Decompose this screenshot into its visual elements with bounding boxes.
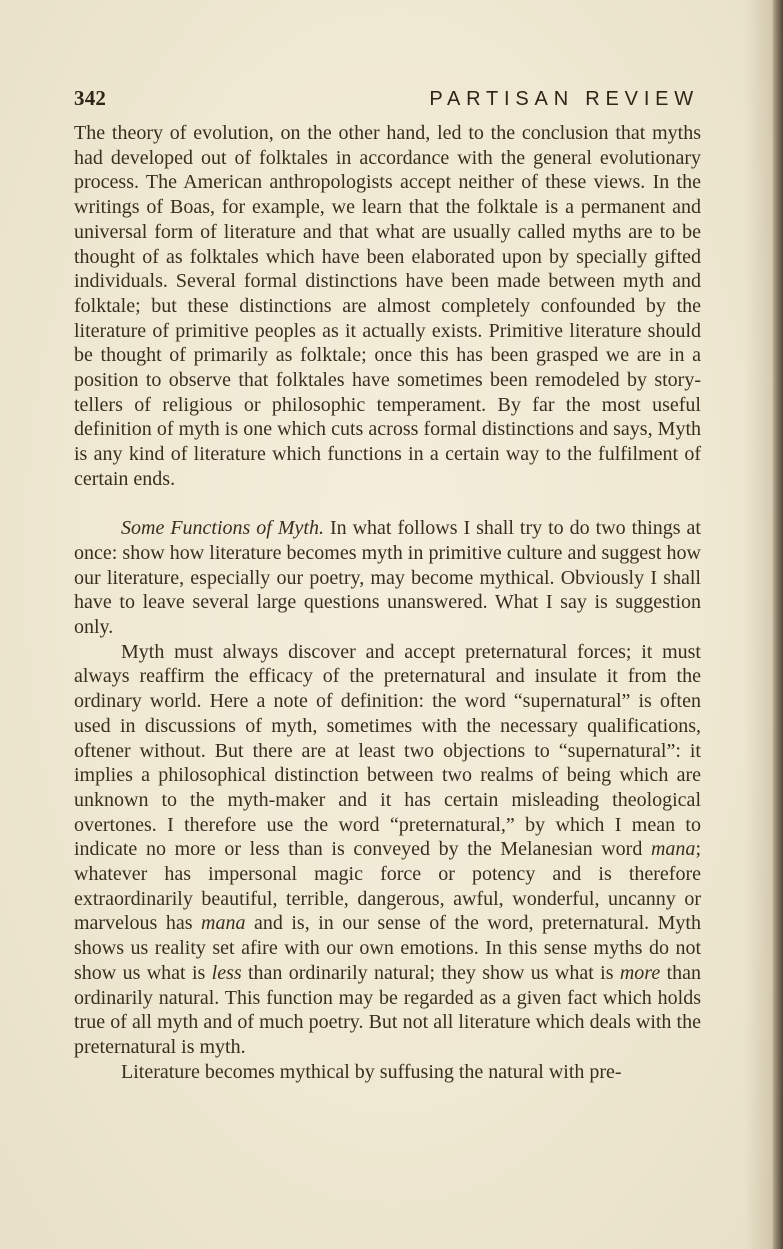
italic-word-mana: mana <box>650 838 696 861</box>
paragraph-text-part: than ordinarily natural; they show us what is <box>241 961 620 984</box>
page-header <box>74 86 699 110</box>
paragraph-some-functions <box>74 516 701 640</box>
section-gap <box>74 492 701 517</box>
paragraph-text-part: than ordinarily natural. This function may be regarded as a given fact which holds true of all myth and of much poetry. But not all literature which deals with the preternatural is myth. <box>74 961 702 1058</box>
italic-word-more: more <box>619 961 661 984</box>
paragraph-text-part: ; whatever has impersonal magic force or potency and is therefore extraordinarily beautiful, terrible, dangerous, awful, wonderful, uncanny or marvelous has <box>74 838 701 935</box>
italic-word-less: less <box>211 961 242 984</box>
paragraph-evolution-theory <box>74 121 701 492</box>
paragraph-text-part: Myth must always discover and accept preternatural forces; it must always reaffirm the efficacy of the preternatural and insulate it from the ordinary world. Here a note of definition: the word “supernatural” is often used in discussions of myth, sometimes with the necessary qualifications, oftener without. But there are at least two objections to “supernatural”: it implies a philosophical distinction between two realms of being which are unknown to the myth-maker and it has certain misleading theological overtones. I therefore use the word “preternatural,” by which I mean to indicate no more or less than is conveyed by the Melanesian word <box>74 640 701 861</box>
page-number: 342 <box>74 86 107 110</box>
article-body <box>74 121 701 1084</box>
paragraph-text: The theory of evolution, on the other hand, led to the conclusion that myths had developed out of folktales in accordance with the general evolutionary process. The American anthropologists accept neither of these views. In the writings of Boas, for example, we learn that the folktale is a permanent and universal form of literature and that what are usually called myths are to be thought of as folktales which have been elaborated upon by specially gifted individuals. Several formal distinctions have been made between myth and folktale; but these distinctions are almost completely confounded by the literature of primitive peoples as it actually exists. Primitive literature should be thought of primarily as folktale; once this has been grasped we are in a position to observe that folktales have sometimes been remodeled by story-tellers of religious or philosophic temperament. By far the most useful definition of myth is one which cuts across formal distinctions and says, Myth is any kind of literature which functions in a certain way to the fulfilment of certain ends. <box>74 122 701 490</box>
paragraph-text-part: and is, in our sense of the word, preternatural. Myth shows us reality set afire with our own emotions. In this sense myths do not show us what is <box>74 912 701 984</box>
section-lead-in: Some Functions of Myth. <box>121 517 324 540</box>
running-head: PARTISAN REVIEW <box>429 88 699 110</box>
paragraph-text: Literature becomes mythical by suffusing the natural with pre- <box>121 1060 622 1083</box>
paragraph-text: In what follows I shall try to do two things at once: show how literature becomes myth in primitive culture and suggest how our literature, especially our poetry, may become mythical. Obviously I shall have to leave several large questions unanswered. What I say is suggestion only. <box>74 517 701 639</box>
italic-word-mana: mana <box>201 912 246 935</box>
paragraph-preternatural <box>74 640 701 1060</box>
paragraph-literature-mythical <box>74 1060 701 1085</box>
page-edge-shadow <box>773 0 783 1249</box>
